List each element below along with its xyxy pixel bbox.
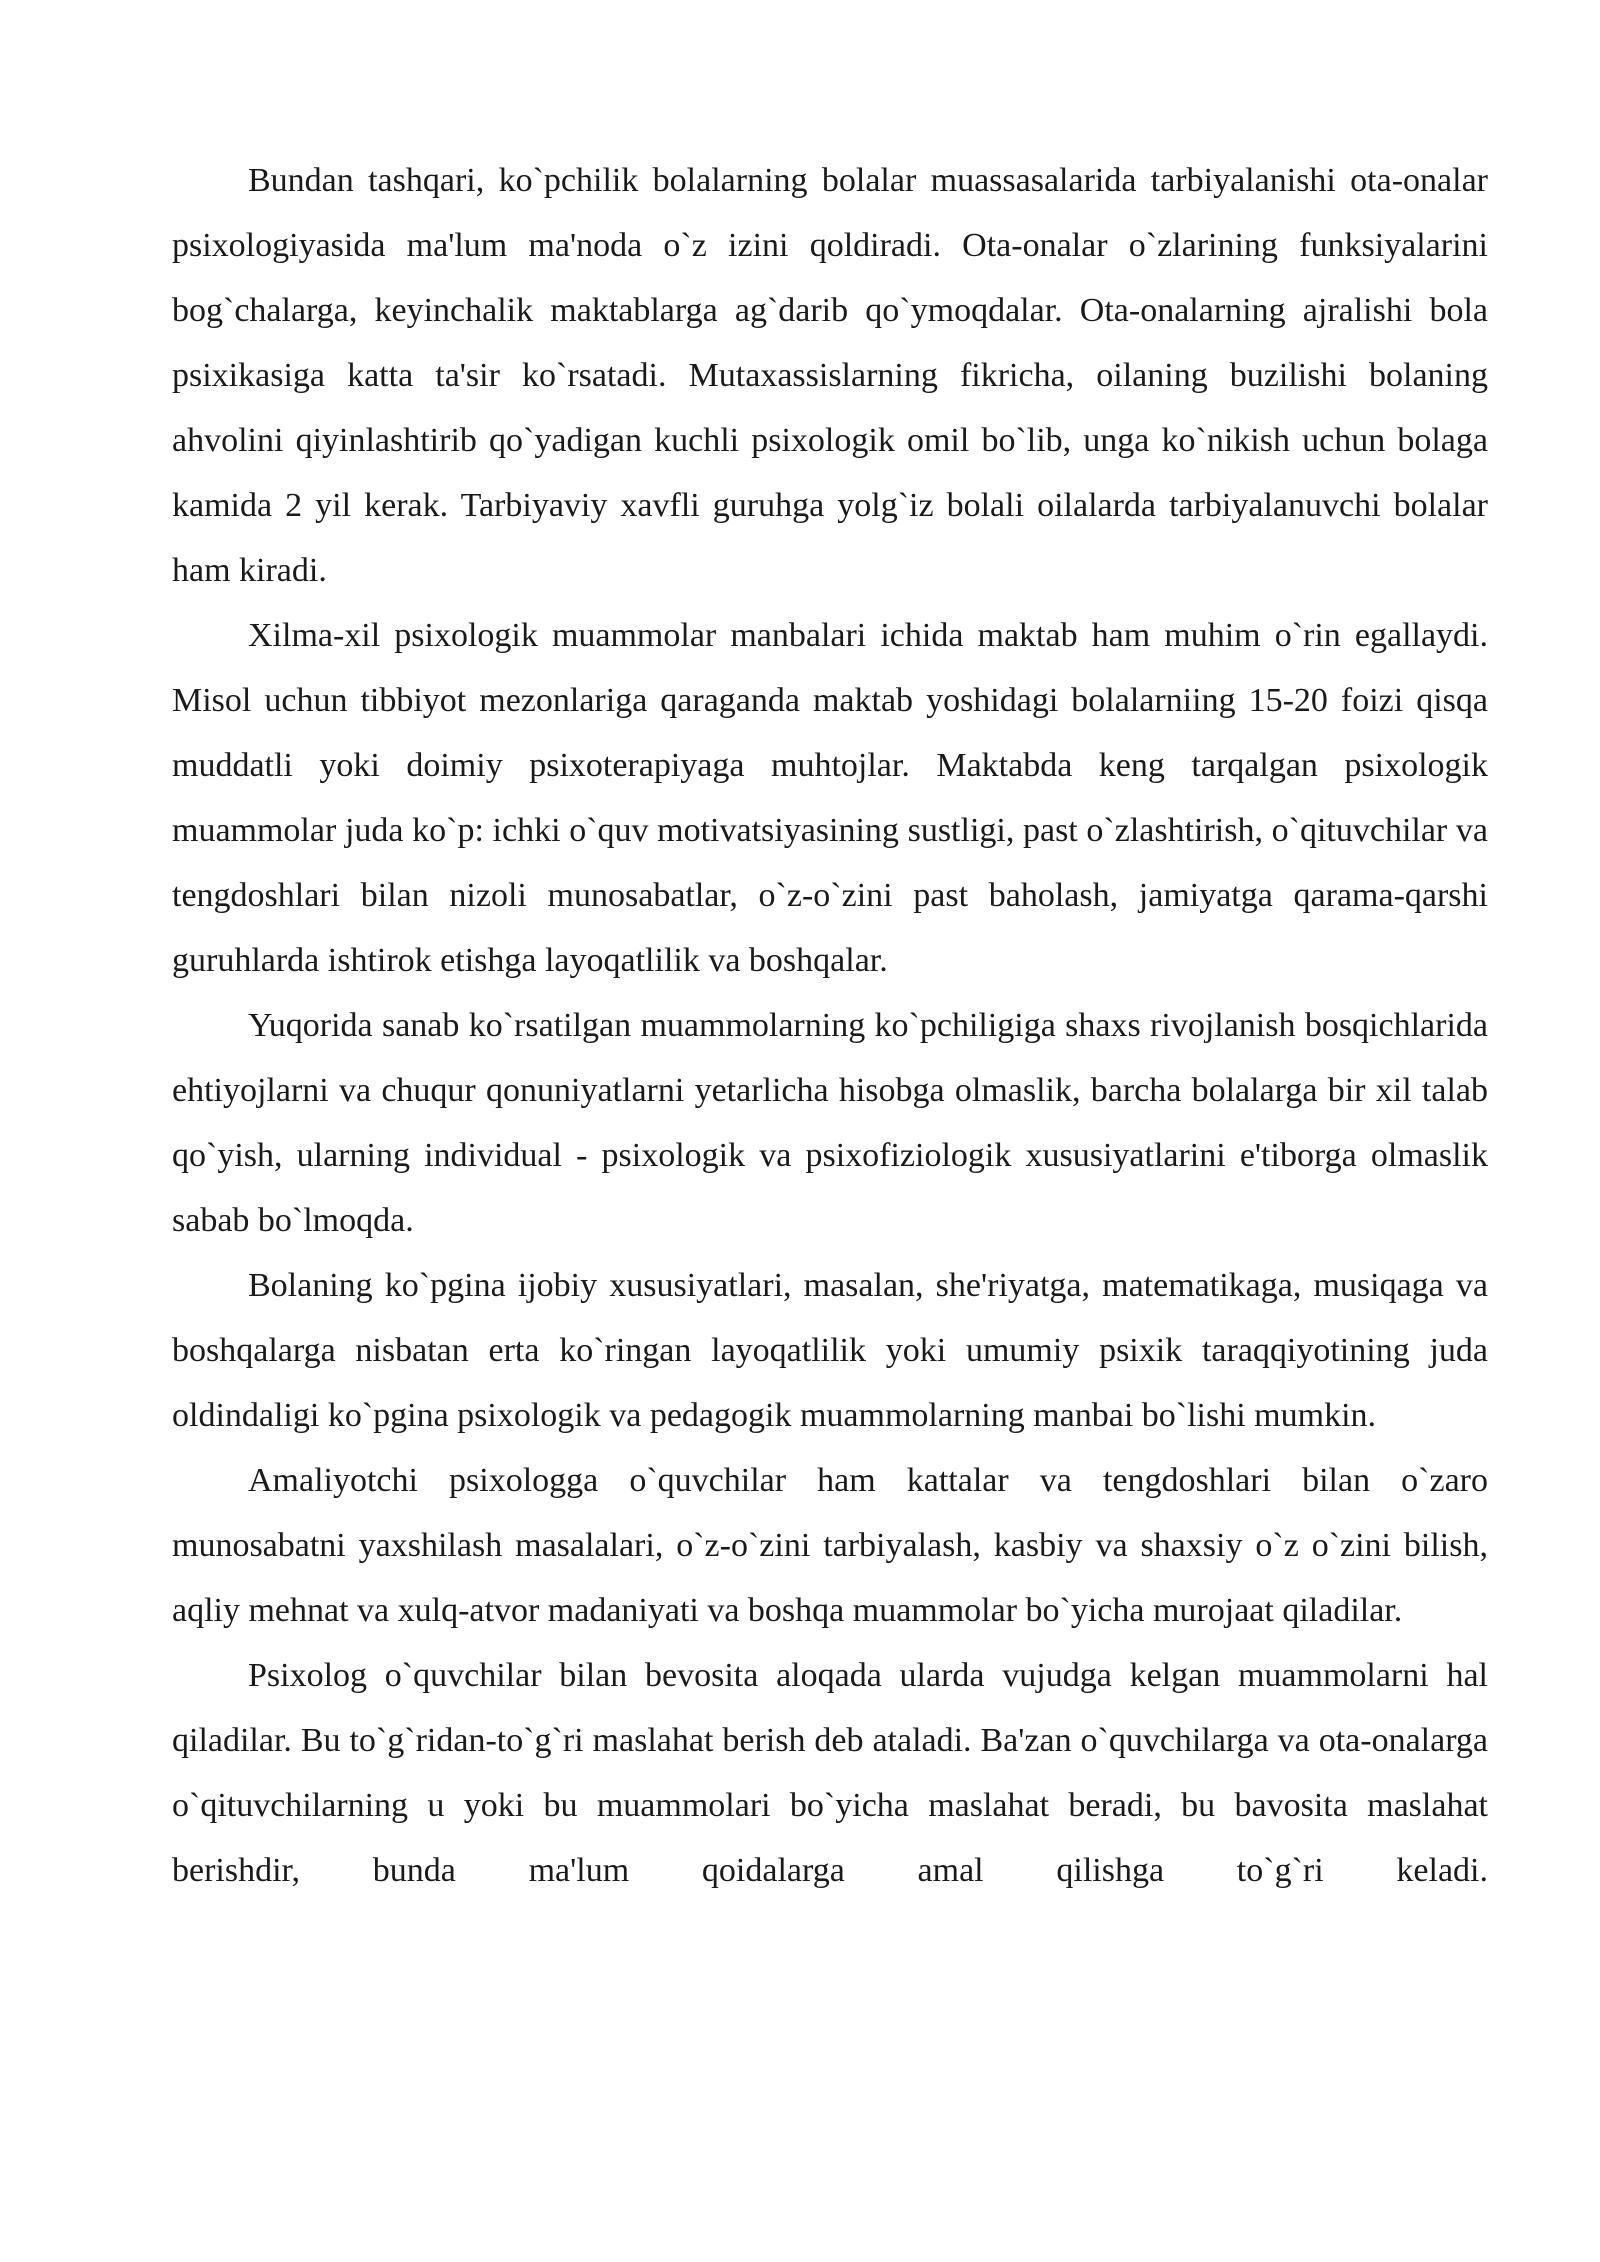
- paragraph-3: Yuqorida sanab ko`rsatilgan muammolarning ko`pchiligiga shaxs rivojlanish bosqichlarida ehtiyojlarni va chuqur qonuniyatlarni yetarlicha hisobga olmaslik, barcha bolalarga bir xil talab qo`yish, ularning individual - psixologik va psixofiziologik xususiyatlarini e'tiborga olmaslik sabab bo`lmoqda.: [172, 1007, 1488, 1239]
- paragraph-2: Xilma-xil psixologik muammolar manbalari ichida maktab ham muhim o`rin egallaydi. Misol uchun tibbiyot mezonlariga qaraganda maktab yoshidagi bolalarniing 15-20 foizi qisqa muddatli yoki doimiy psixoterapiyaga muhtojlar. Maktabda keng tarqalgan psixologik muammolar juda ko`p: ichki o`quv motivatsiyasining sustligi, past o`zlashtirish, o`qituvchilar va tengdoshlari bilan nizoli munosabatlar, o`z-o`zini past baholash, jamiyatga qarama-qarshi guruhlarda ishtirok etishga layoqatlilik va boshqalar.: [172, 617, 1488, 979]
- paragraph-4: Bolaning ko`pgina ijobiy xususiyatlari, masalan, she'riyatga, matematikaga, musiqaga va boshqalarga nisbatan erta ko`ringan layoqatlilik yoki umumiy psixik taraqqiyotining juda oldindaligi ko`pgina psixologik va pedagogik muammolarning manbai bo`lishi mumkin.: [172, 1267, 1488, 1434]
- paragraph-6: Psixolog o`quvchilar bilan bevosita aloqada ularda vujudga kelgan muammolarni hal qiladilar. Bu to`g`ridan-to`g`ri maslahat berish deb ataladi. Ba'zan o`quvchilarga va ota-onalarga o`qituvchilarning u yoki bu muammolari bo`yicha maslahat beradi, bu bavosita maslahat berishdir, bunda ma'lum qoidalarga amal qilishga to`g`ri keladi.: [172, 1657, 1488, 1889]
- paragraph-5: Amaliyotchi psixologga o`quvchilar ham kattalar va tengdoshlari bilan o`zaro munosabatni yaxshilash masalalari, o`z-o`zini tarbiyalash, kasbiy va shaxsiy o`z o`zini bilish, aqliy mehnat va xulq-atvor madaniyati va boshqa muammolar bo`yicha murojaat qiladilar.: [172, 1462, 1488, 1629]
- document-body: [172, 148, 1488, 1903]
- paragraph-1: Bundan tashqari, ko`pchilik bolalarning bolalar muassasalarida tarbiyalanishi ota-onalar psixologiyasida ma'lum ma'noda o`z izini qoldiradi. Ota-onalar o`zlarining funksiyalarini bog`chalarga, keyinchalik maktablarga ag`darib qo`ymoqdalar. Ota-onalarning ajralishi bola psixikasiga katta ta'sir ko`rsatadi. Mutaxassislarning fikricha, oilaning buzilishi bolaning ahvolini qiyinlashtirib qo`yadigan kuchli psixologik omil bo`lib, unga ko`nikish uchun bolaga kamida 2 yil kerak. Tarbiyaviy xavfli guruhga yolg`iz bolali oilalarda tarbiyalanuvchi bolalar ham kiradi.: [172, 162, 1488, 589]
